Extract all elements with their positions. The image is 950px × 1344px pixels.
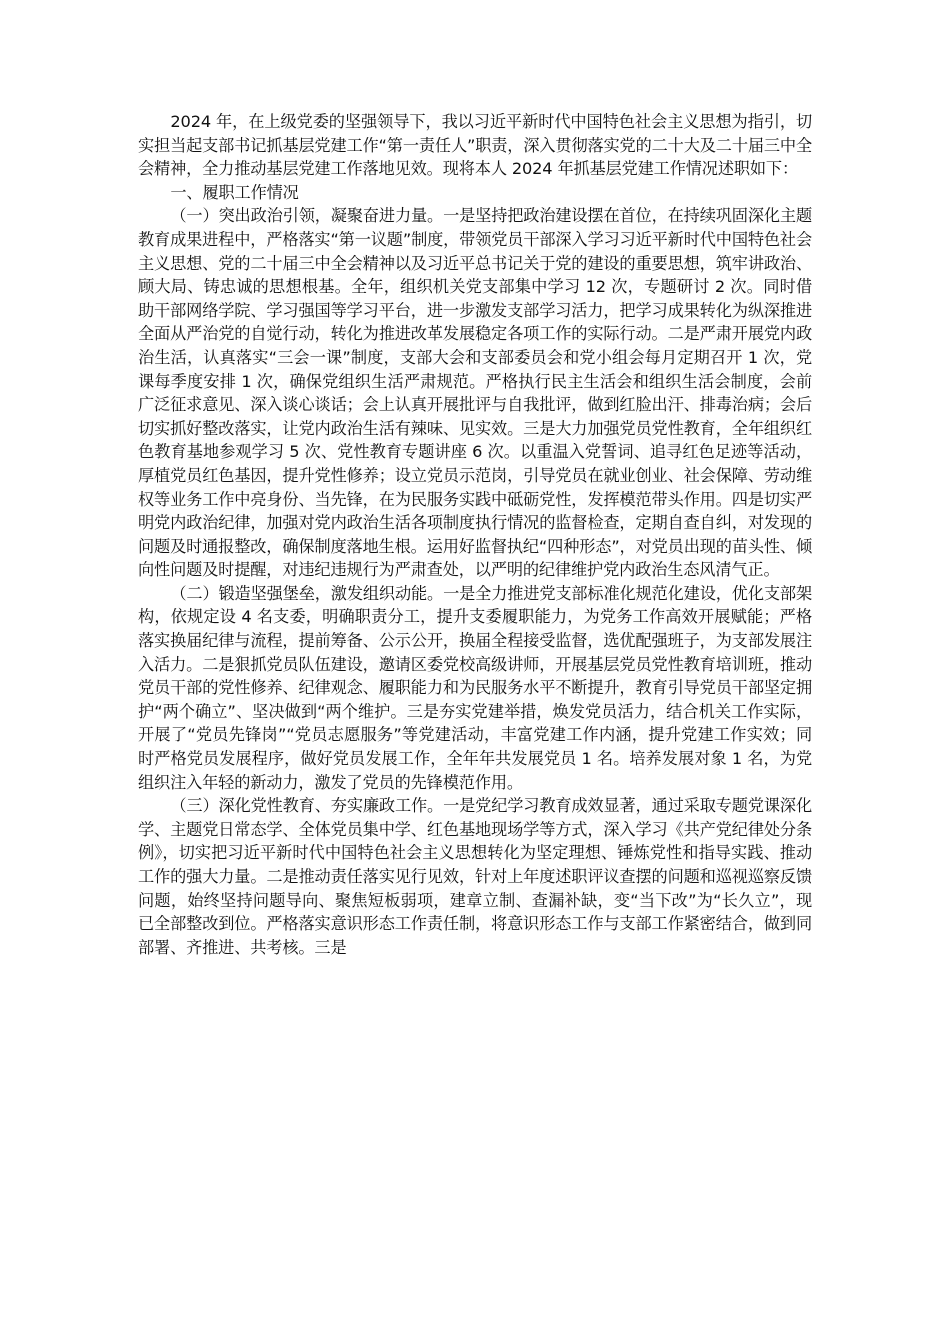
document-body <box>138 110 812 959</box>
paragraph-integrity-work: （三）深化党性教育、夯实廉政工作。一是党纪学习教育成效显著，通过采取专题党课深化学、主题党日常态学、全体党员集中学、红色基地现场学等方式，深入学习《共产党纪律处分条例》，切实把习近平新时代中国特色社会主义思想转化为坚定理想、锤炼党性和指导实践、推动工作的强大力量。二是推动责任落实见行见效，针对上年度述职评议查摆的问题和巡视巡察反馈问题，始终坚持问题导向、聚焦短板弱项，建章立制、查漏补缺，变“当下改”为“长久立”，现已全部整改到位。严格落实意识形态工作责任制，将意识形态工作与支部工作紧密结合，做到同部署、齐推进、共考核。三是 <box>138 796 812 957</box>
paragraph-political-leadership: （一）突出政治引领，凝聚奋进力量。一是坚持把政治建设摆在首位，在持续巩固深化主题教育成果进程中，严格落实“第一议题”制度，带领党员干部深入学习习近平新时代中国特色社会主义思想、党的二十届三中全会精神以及习近平总书记关于党的建设的重要思想，筑牢讲政治、顾大局、铸忠诚的思想根基。全年，组织机关党支部集中学习 12 次，专题研讨 2 次。同时借助干部网络学院、学习强国等学习平台，进一步激发支部学习活力，把学习成果转化为纵深推进全面从严治党的自觉行动，转化为推进改革发展稳定各项工作的实际行动。二是严肃开展党内政治生活，认真落实“三会一课”制度，支部大会和支部委员会和党小组会每月定期召开 1 次，党课每季度安排 1 次，确保党组织生活严肃规范。严格执行民主生活会和组织生活会制度，会前广泛征求意见、深入谈心谈话；会上认真开展批评与自我批评，做到红脸出汗、排毒治病；会后切实抓好整改落实，让党内政治生活有辣味、见实效。三是大力加强党员党性教育，全年组织红色教育基地参观学习 5 次、党性教育专题讲座 6 次。以重温入党誓词、追寻红色足迹等活动，厚植党员红色基因，提升党性修养；设立党员示范岗，引导党员在就业创业、社会保障、劳动维权等业务工作中亮身份、当先锋，在为民服务实践中砥砺党性，发挥模范带头作用。四是切实严明党内政治纪律，加强对党内政治生活各项制度执行情况的监督检查，定期自查自纠，对发现的问题及时通报整改，确保制度落地生根。运用好监督执纪“四种形态”，对党员出现的苗头性、倾向性问题及时提醒，对违纪违规行为严肃查处，以严明的纪律维护党内政治生态风清气正。 <box>138 206 813 580</box>
section-heading: 一、履职工作情况 <box>170 182 299 202</box>
intro-paragraph: 2024 年，在上级党委的坚强领导下，我以习近平新时代中国特色社会主义思想为指引，切实担当起支部书记抓基层党建工作“第一责任人”职责，深入贯彻落实党的二十大及二十届三中全会精神，全力推动基层党建工作落地见效。现将本人 2024 年抓基层党建工作情况述职如下： <box>138 112 813 179</box>
paragraph-organization-building: （二）锻造坚强堡垒，激发组织动能。一是全力推进党支部标准化规范化建设，优化支部架构，依规定设 4 名支委，明确职责分工，提升支委履职能力，为党务工作高效开展赋能；严格落实换届纪律与流程，提前筹备、公示公开，换届全程接受监督，选优配强班子，为支部发展注入活力。二是狠抓党员队伍建设，邀请区委党校高级讲师，开展基层党员党性教育培训班，推动党员干部的党性修养、纪律观念、履职能力和为民服务水平不断提升，教育引导党员干部坚定拥护“两个确立”、坚决做到“两个维护。三是夯实党建举措，焕发党员活力，结合机关工作实际，开展了“党员先锋岗”“党员志愿服务”等党建活动，丰富党建工作内涵，提升党建工作实效；同时严格党员发展程序，做好党员发展工作，全年年共发展党员 1 名。培养发展对象 1 名，为党组织注入年轻的新动力，激发了党员的先锋模范作用。 <box>138 583 812 792</box>
